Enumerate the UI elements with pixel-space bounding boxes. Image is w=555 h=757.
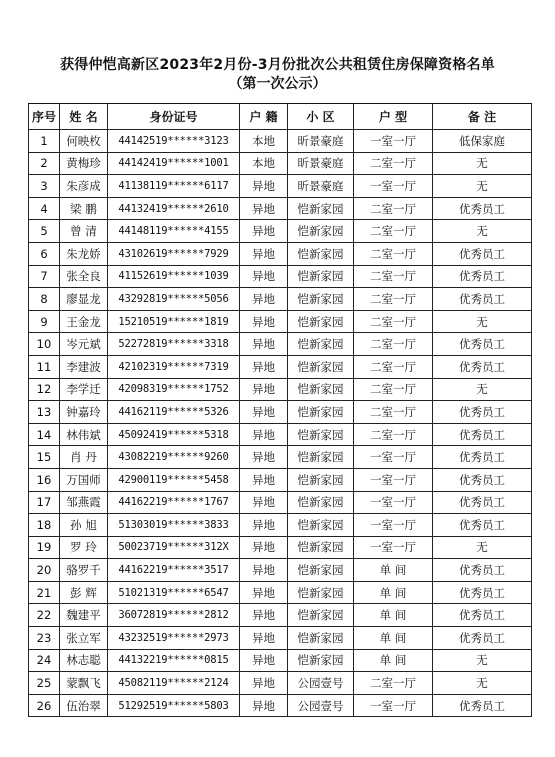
cell-seq: 22 <box>29 604 60 627</box>
cell-name: 黄梅珍 <box>60 152 108 175</box>
cell-remarks: 无 <box>433 220 532 243</box>
cell-seq: 20 <box>29 559 60 582</box>
cell-id-number: 41152619******1039 <box>108 265 240 288</box>
cell-unit-type: 一室一厅 <box>354 130 433 153</box>
table-row <box>29 627 532 650</box>
cell-remarks: 优秀员工 <box>433 604 532 627</box>
cell-id-number: 44132219******0815 <box>108 649 240 672</box>
cell-name: 万国师 <box>60 468 108 491</box>
cell-household: 异地 <box>240 446 288 469</box>
cell-seq: 7 <box>29 265 60 288</box>
cell-community: 昕景豪庭 <box>288 175 354 198</box>
cell-remarks: 无 <box>433 536 532 559</box>
cell-id-number: 51021319******6547 <box>108 581 240 604</box>
cell-seq: 5 <box>29 220 60 243</box>
cell-name: 曾 清 <box>60 220 108 243</box>
table-row <box>29 310 532 333</box>
cell-id-number: 50023719******312X <box>108 536 240 559</box>
cell-id-number: 44132419******2610 <box>108 197 240 220</box>
cell-unit-type: 二室一厅 <box>354 265 433 288</box>
table-row <box>29 468 532 491</box>
cell-seq: 25 <box>29 672 60 695</box>
cell-name: 钟嘉玲 <box>60 401 108 424</box>
cell-unit-type: 一室一厅 <box>354 491 433 514</box>
cell-community: 恺新家园 <box>288 446 354 469</box>
cell-remarks: 无 <box>433 175 532 198</box>
cell-remarks: 优秀员工 <box>433 627 532 650</box>
table-row <box>29 197 532 220</box>
cell-household: 异地 <box>240 197 288 220</box>
cell-name: 魏建平 <box>60 604 108 627</box>
cell-unit-type: 二室一厅 <box>354 197 433 220</box>
cell-unit-type: 二室一厅 <box>354 333 433 356</box>
cell-household: 异地 <box>240 604 288 627</box>
header-id-number: 身份证号 <box>108 104 240 130</box>
cell-name: 朱彦成 <box>60 175 108 198</box>
cell-community: 恺新家园 <box>288 220 354 243</box>
cell-community: 恺新家园 <box>288 627 354 650</box>
cell-community: 恺新家园 <box>288 197 354 220</box>
cell-name: 肖 丹 <box>60 446 108 469</box>
cell-id-number: 52272819******3318 <box>108 333 240 356</box>
table-row <box>29 288 532 311</box>
cell-unit-type: 二室一厅 <box>354 288 433 311</box>
page-title: 获得仲恺高新区2023年2月份-3月份批次公共租赁住房保障资格名单 <box>60 57 495 73</box>
cell-name: 何映枚 <box>60 130 108 153</box>
table-row <box>29 333 532 356</box>
table-body <box>29 130 532 717</box>
cell-unit-type: 二室一厅 <box>354 423 433 446</box>
cell-unit-type: 一室一厅 <box>354 694 433 717</box>
cell-remarks: 优秀员工 <box>433 242 532 265</box>
cell-name: 岑元斌 <box>60 333 108 356</box>
cell-unit-type: 单 间 <box>354 581 433 604</box>
table-row <box>29 536 532 559</box>
cell-household: 异地 <box>240 242 288 265</box>
cell-name: 李建波 <box>60 355 108 378</box>
cell-household: 异地 <box>240 401 288 424</box>
header-household: 户 籍 <box>240 104 288 130</box>
cell-unit-type: 一室一厅 <box>354 536 433 559</box>
cell-remarks: 低保家庭 <box>433 130 532 153</box>
cell-unit-type: 二室一厅 <box>354 242 433 265</box>
cell-unit-type: 二室一厅 <box>354 355 433 378</box>
cell-seq: 2 <box>29 152 60 175</box>
cell-seq: 1 <box>29 130 60 153</box>
cell-unit-type: 二室一厅 <box>354 220 433 243</box>
cell-unit-type: 二室一厅 <box>354 310 433 333</box>
cell-seq: 15 <box>29 446 60 469</box>
cell-seq: 17 <box>29 491 60 514</box>
cell-household: 异地 <box>240 559 288 582</box>
cell-unit-type: 一室一厅 <box>354 446 433 469</box>
header-unit-type: 户 型 <box>354 104 433 130</box>
cell-id-number: 42098319******1752 <box>108 378 240 401</box>
table-row <box>29 604 532 627</box>
cell-remarks: 优秀员工 <box>433 491 532 514</box>
cell-community: 恺新家园 <box>288 468 354 491</box>
cell-community: 恺新家园 <box>288 423 354 446</box>
cell-id-number: 44162119******5326 <box>108 401 240 424</box>
cell-unit-type: 二室一厅 <box>354 378 433 401</box>
header-community: 小 区 <box>288 104 354 130</box>
cell-household: 异地 <box>240 672 288 695</box>
table-row <box>29 423 532 446</box>
cell-id-number: 43102619******7929 <box>108 242 240 265</box>
cell-household: 本地 <box>240 130 288 153</box>
cell-community: 恺新家园 <box>288 536 354 559</box>
cell-household: 异地 <box>240 175 288 198</box>
cell-community: 昕景豪庭 <box>288 130 354 153</box>
table-row <box>29 581 532 604</box>
cell-remarks: 优秀员工 <box>433 197 532 220</box>
cell-remarks: 优秀员工 <box>433 559 532 582</box>
cell-household: 异地 <box>240 288 288 311</box>
cell-household: 本地 <box>240 152 288 175</box>
cell-unit-type: 二室一厅 <box>354 401 433 424</box>
cell-seq: 21 <box>29 581 60 604</box>
cell-name: 张全良 <box>60 265 108 288</box>
cell-community: 恺新家园 <box>288 265 354 288</box>
cell-name: 林伟斌 <box>60 423 108 446</box>
cell-id-number: 44162219******3517 <box>108 559 240 582</box>
cell-household: 异地 <box>240 627 288 650</box>
cell-household: 异地 <box>240 491 288 514</box>
cell-unit-type: 二室一厅 <box>354 152 433 175</box>
cell-name: 骆罗千 <box>60 559 108 582</box>
cell-unit-type: 二室一厅 <box>354 672 433 695</box>
cell-seq: 14 <box>29 423 60 446</box>
header-name: 姓 名 <box>60 104 108 130</box>
table-row <box>29 355 532 378</box>
cell-id-number: 51303019******3833 <box>108 514 240 537</box>
cell-household: 异地 <box>240 514 288 537</box>
cell-unit-type: 单 间 <box>354 559 433 582</box>
page-subtitle: （第一次公示） <box>228 76 327 92</box>
cell-community: 恺新家园 <box>288 333 354 356</box>
table-row <box>29 265 532 288</box>
cell-name: 邹燕霞 <box>60 491 108 514</box>
header-remarks: 备 注 <box>433 104 532 130</box>
table-row <box>29 694 532 717</box>
cell-remarks: 优秀员工 <box>433 288 532 311</box>
cell-household: 异地 <box>240 333 288 356</box>
cell-name: 孙 旭 <box>60 514 108 537</box>
cell-name: 伍治翠 <box>60 694 108 717</box>
cell-name: 罗 玲 <box>60 536 108 559</box>
cell-seq: 6 <box>29 242 60 265</box>
table-row <box>29 152 532 175</box>
cell-remarks: 优秀员工 <box>433 333 532 356</box>
cell-unit-type: 单 间 <box>354 649 433 672</box>
table-row <box>29 401 532 424</box>
table-row <box>29 175 532 198</box>
cell-remarks: 优秀员工 <box>433 355 532 378</box>
cell-household: 异地 <box>240 378 288 401</box>
table-row <box>29 446 532 469</box>
table-row <box>29 672 532 695</box>
cell-remarks: 优秀员工 <box>433 401 532 424</box>
cell-name: 林志聪 <box>60 649 108 672</box>
cell-id-number: 43232519******2973 <box>108 627 240 650</box>
table-row <box>29 242 532 265</box>
cell-household: 异地 <box>240 423 288 446</box>
cell-name: 王金龙 <box>60 310 108 333</box>
cell-seq: 23 <box>29 627 60 650</box>
cell-household: 异地 <box>240 220 288 243</box>
cell-seq: 9 <box>29 310 60 333</box>
cell-seq: 26 <box>29 694 60 717</box>
cell-community: 恺新家园 <box>288 310 354 333</box>
cell-id-number: 44148119******4155 <box>108 220 240 243</box>
cell-remarks: 优秀员工 <box>433 446 532 469</box>
cell-community: 恺新家园 <box>288 649 354 672</box>
cell-name: 张立军 <box>60 627 108 650</box>
cell-household: 异地 <box>240 581 288 604</box>
cell-seq: 8 <box>29 288 60 311</box>
cell-id-number: 45092419******5318 <box>108 423 240 446</box>
cell-seq: 11 <box>29 355 60 378</box>
cell-community: 恺新家园 <box>288 378 354 401</box>
cell-community: 公园壹号 <box>288 694 354 717</box>
cell-community: 公园壹号 <box>288 672 354 695</box>
cell-name: 朱龙娇 <box>60 242 108 265</box>
cell-unit-type: 一室一厅 <box>354 175 433 198</box>
cell-seq: 16 <box>29 468 60 491</box>
cell-household: 异地 <box>240 355 288 378</box>
cell-id-number: 42102319******7319 <box>108 355 240 378</box>
table-row <box>29 130 532 153</box>
header-seq: 序号 <box>29 104 60 130</box>
cell-name: 彭 辉 <box>60 581 108 604</box>
cell-id-number: 43292819******5056 <box>108 288 240 311</box>
cell-remarks: 优秀员工 <box>433 694 532 717</box>
cell-household: 异地 <box>240 536 288 559</box>
cell-id-number: 41138119******6117 <box>108 175 240 198</box>
cell-remarks: 无 <box>433 152 532 175</box>
table-header-row <box>29 104 532 130</box>
table-row <box>29 491 532 514</box>
cell-seq: 12 <box>29 378 60 401</box>
cell-seq: 13 <box>29 401 60 424</box>
cell-id-number: 44142519******3123 <box>108 130 240 153</box>
cell-community: 恺新家园 <box>288 242 354 265</box>
cell-remarks: 优秀员工 <box>433 265 532 288</box>
cell-community: 恺新家园 <box>288 581 354 604</box>
cell-community: 恺新家园 <box>288 559 354 582</box>
cell-community: 恺新家园 <box>288 604 354 627</box>
cell-remarks: 优秀员工 <box>433 468 532 491</box>
cell-community: 恺新家园 <box>288 355 354 378</box>
cell-seq: 10 <box>29 333 60 356</box>
cell-unit-type: 单 间 <box>354 604 433 627</box>
cell-name: 廖显龙 <box>60 288 108 311</box>
cell-id-number: 36072819******2812 <box>108 604 240 627</box>
cell-household: 异地 <box>240 265 288 288</box>
cell-remarks: 无 <box>433 649 532 672</box>
cell-remarks: 无 <box>433 672 532 695</box>
cell-id-number: 45082119******2124 <box>108 672 240 695</box>
table-row <box>29 514 532 537</box>
cell-remarks: 优秀员工 <box>433 423 532 446</box>
cell-seq: 24 <box>29 649 60 672</box>
cell-id-number: 44142419******1001 <box>108 152 240 175</box>
cell-name: 李学迁 <box>60 378 108 401</box>
cell-remarks: 无 <box>433 310 532 333</box>
cell-household: 异地 <box>240 649 288 672</box>
table-row <box>29 220 532 243</box>
cell-id-number: 15210519******1819 <box>108 310 240 333</box>
table-row <box>29 559 532 582</box>
table-row <box>29 649 532 672</box>
cell-community: 恺新家园 <box>288 401 354 424</box>
cell-unit-type: 单 间 <box>354 627 433 650</box>
cell-unit-type: 一室一厅 <box>354 468 433 491</box>
cell-name: 蒙飘飞 <box>60 672 108 695</box>
cell-seq: 4 <box>29 197 60 220</box>
cell-remarks: 优秀员工 <box>433 581 532 604</box>
cell-remarks: 优秀员工 <box>433 514 532 537</box>
cell-seq: 19 <box>29 536 60 559</box>
cell-community: 恺新家园 <box>288 491 354 514</box>
cell-community: 恺新家园 <box>288 514 354 537</box>
qualification-list-table <box>28 103 532 717</box>
cell-id-number: 42900119******5458 <box>108 468 240 491</box>
cell-id-number: 43082219******9260 <box>108 446 240 469</box>
cell-unit-type: 一室一厅 <box>354 514 433 537</box>
cell-seq: 3 <box>29 175 60 198</box>
cell-community: 昕景豪庭 <box>288 152 354 175</box>
cell-household: 异地 <box>240 694 288 717</box>
cell-seq: 18 <box>29 514 60 537</box>
cell-household: 异地 <box>240 310 288 333</box>
cell-household: 异地 <box>240 468 288 491</box>
cell-id-number: 44162219******1767 <box>108 491 240 514</box>
table-row <box>29 378 532 401</box>
cell-remarks: 无 <box>433 378 532 401</box>
cell-community: 恺新家园 <box>288 288 354 311</box>
cell-name: 梁 鹏 <box>60 197 108 220</box>
cell-id-number: 51292519******5803 <box>108 694 240 717</box>
